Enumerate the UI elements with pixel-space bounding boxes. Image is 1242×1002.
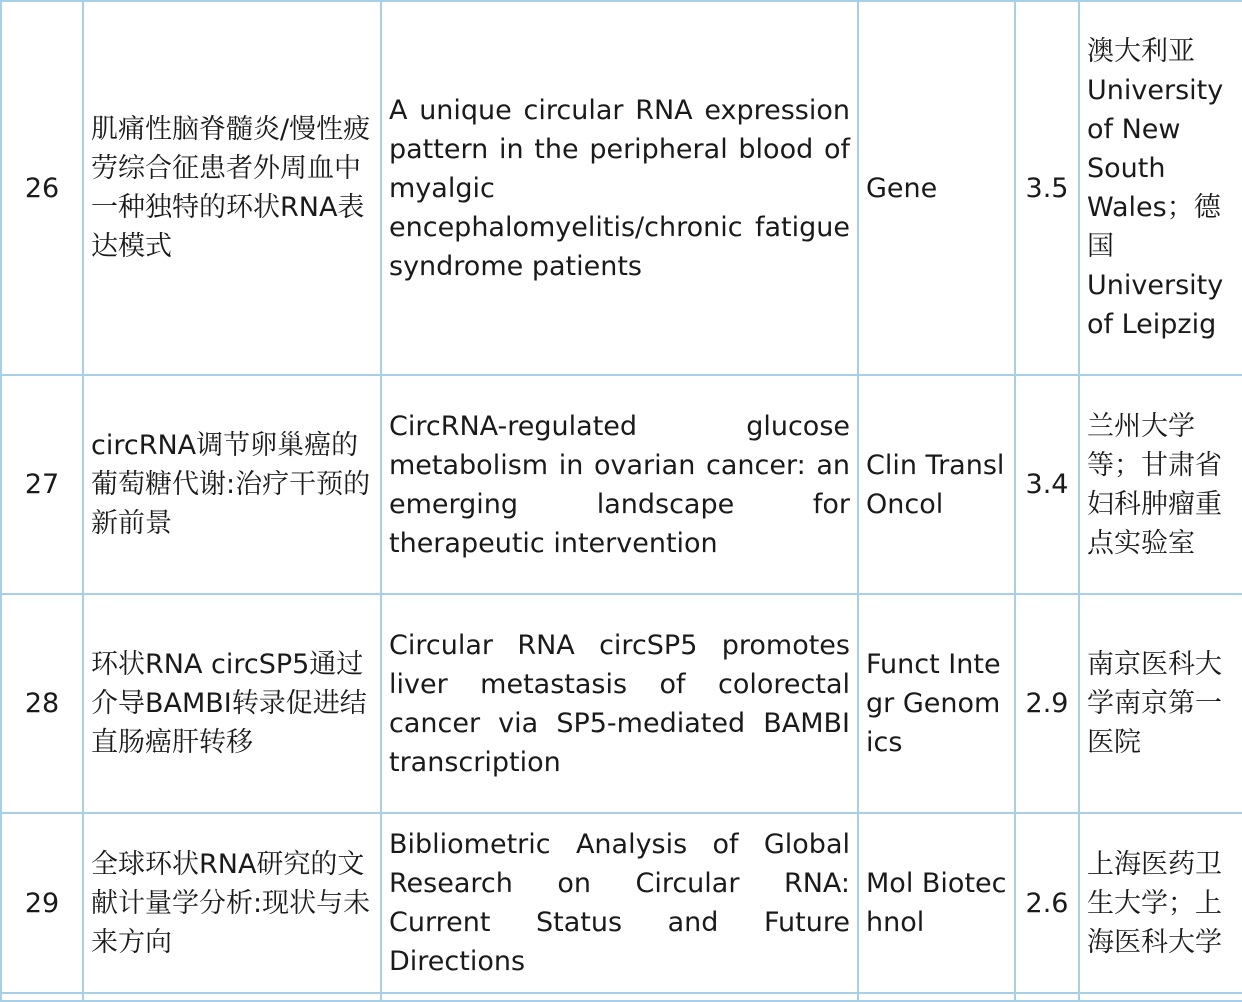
journal-name: Clin Transl Oncol — [858, 375, 1015, 594]
english-title: CircRNA-regulated glucose metabolism in ovarian cancer: an emerging landscape for therapeutic intervention — [381, 375, 858, 594]
table-row — [1, 1, 1242, 375]
empty-cell — [1, 993, 83, 1001]
table-row-partial — [1, 993, 1242, 1001]
table-row — [1, 813, 1242, 993]
impact-factor: 2.9 — [1015, 594, 1079, 813]
chinese-title: circRNA调节卵巢癌的葡萄糖代谢:治疗干预的新前景 — [83, 375, 381, 594]
english-title: Bibliometric Analysis of Global Research on Circular RNA: Current Status and Future Directions — [381, 813, 858, 993]
impact-factor: 2.6 — [1015, 813, 1079, 993]
table-row — [1, 375, 1242, 594]
journal-name: Funct Integr Genomics — [858, 594, 1015, 813]
row-number: 27 — [1, 375, 83, 594]
english-title: Circular RNA circSP5 promotes liver metastasis of colorectal cancer via SP5-mediated BAMBI transcription — [381, 594, 858, 813]
institution: 南京医科大学南京第一医院 — [1079, 594, 1242, 813]
empty-cell — [381, 993, 858, 1001]
empty-cell — [83, 993, 381, 1001]
chinese-title: 全球环状RNA研究的文献计量学分析:现状与未来方向 — [83, 813, 381, 993]
institution: 上海医药卫生大学；上海医科大学 — [1079, 813, 1242, 993]
institution: 澳大利亚University of New South Wales；德国University of Leipzig — [1079, 1, 1242, 375]
institution: 兰州大学等；甘肃省妇科肿瘤重点实验室 — [1079, 375, 1242, 594]
row-number: 29 — [1, 813, 83, 993]
row-number: 28 — [1, 594, 83, 813]
table-row — [1, 594, 1242, 813]
empty-cell — [1079, 993, 1242, 1001]
impact-factor: 3.4 — [1015, 375, 1079, 594]
journal-name: Gene — [858, 1, 1015, 375]
english-title: A unique circular RNA expression pattern in the peripheral blood of myalgic encephalomyelitis/chronic fatigue syndrome patients — [381, 1, 858, 375]
chinese-title: 肌痛性脑脊髓炎/慢性疲劳综合征患者外周血中一种独特的环状RNA表达模式 — [83, 1, 381, 375]
journal-name: Mol Biotechnol — [858, 813, 1015, 993]
empty-cell — [1015, 993, 1079, 1001]
row-number: 26 — [1, 1, 83, 375]
impact-factor: 3.5 — [1015, 1, 1079, 375]
empty-cell — [858, 993, 1015, 1001]
chinese-title: 环状RNA circSP5通过介导BAMBI转录促进结直肠癌肝转移 — [83, 594, 381, 813]
